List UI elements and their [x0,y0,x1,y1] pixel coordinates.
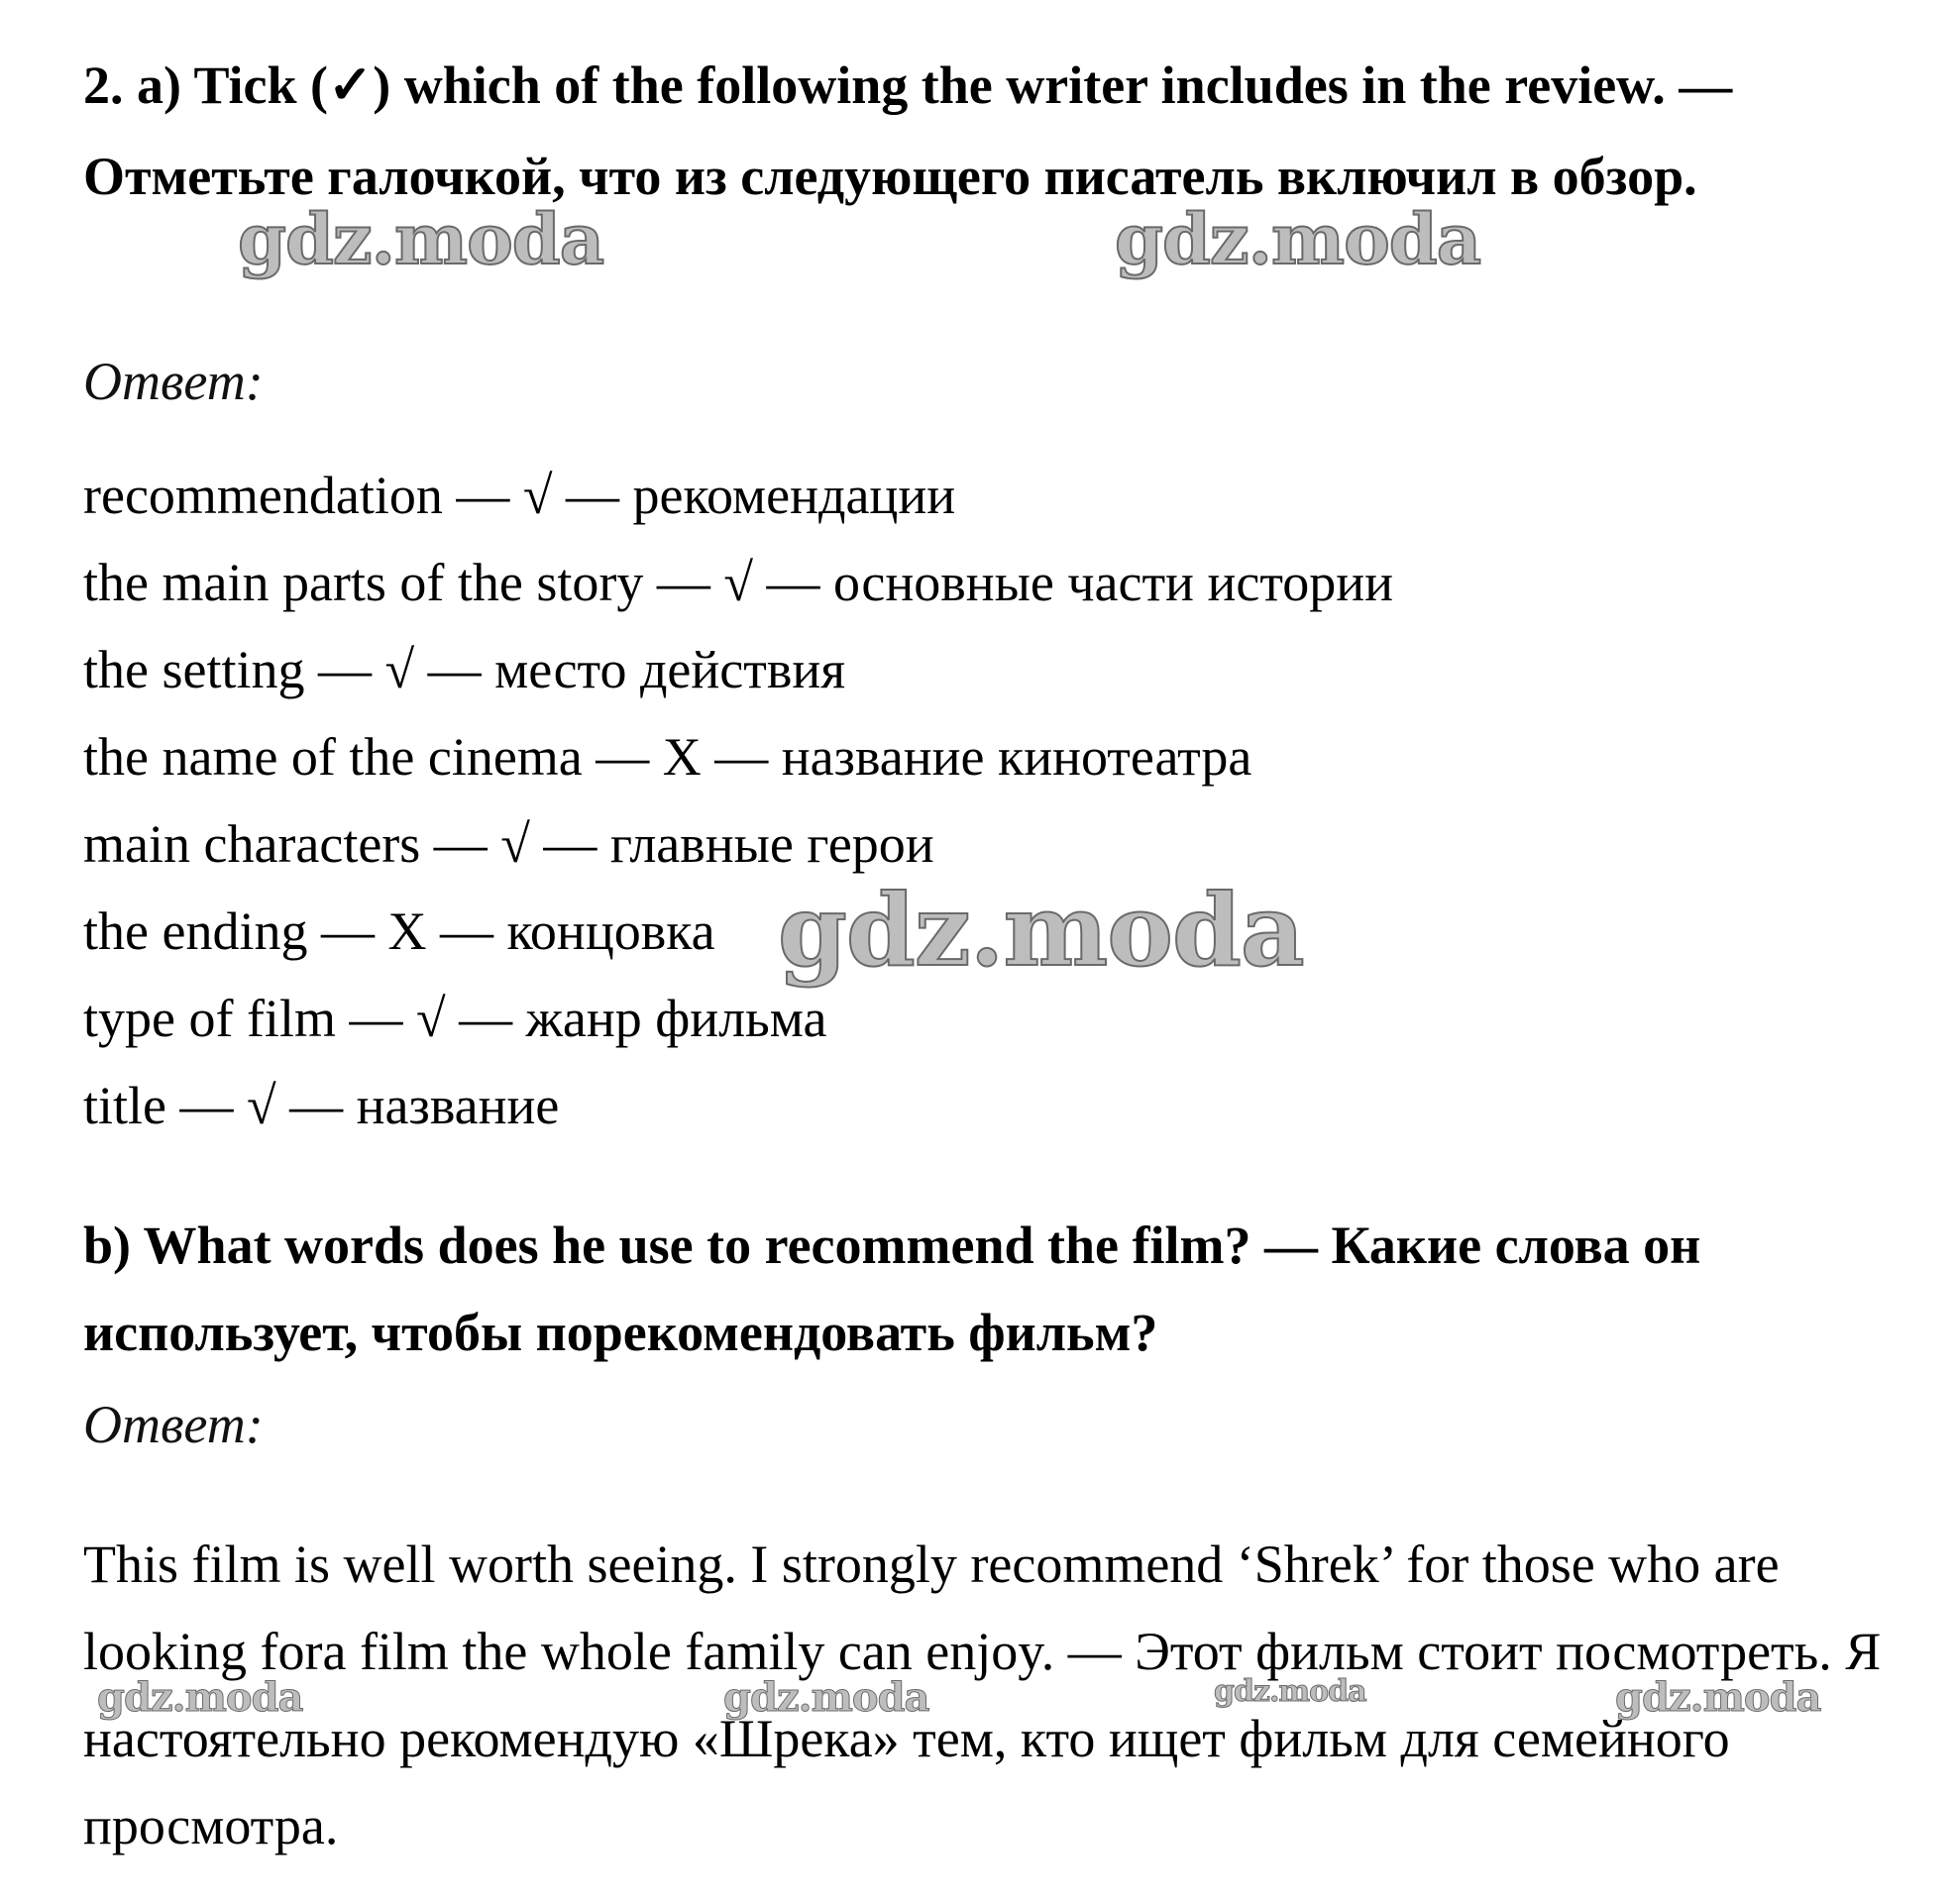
list-item: recommendation — √ — рекомендации [83,466,956,525]
watermark: gdz.moda [1615,1674,1821,1721]
list-item: main characters — √ — главные герои [83,814,934,874]
task-b-answer-text: This film is well worth seeing. I strongly recommend ‘Shrek’ for those who are looking fora film the whole family can enjoy. — Этот фильм стоит посмотреть. Я настоятельно рекомендую «Шрека» тем, кто ищет фильм для семейного просмотра. [83,1534,1882,1855]
watermark: gdz.moda [723,1674,929,1721]
list-item: the setting — √ — место действия [83,640,846,699]
list-item: the name of the cinema — X — название кинотеатра [83,727,1252,787]
list-item: the ending — X — концовка [83,901,715,961]
list-item: the main parts of the story — √ — основные части истории [83,553,1393,612]
watermark: gdz.moda [238,198,604,280]
task-a-answer-label: Ответ: [83,352,264,411]
watermark: gdz.moda [1115,198,1481,280]
list-item: title — √ — название [83,1076,560,1135]
watermark: gdz.moda [1214,1674,1366,1709]
list-item: type of film — √ — жанр фильма [83,989,827,1048]
watermark: gdz.moda [97,1674,303,1721]
task-b-answer-label: Ответ: [83,1395,264,1454]
watermark: gdz.moda [778,872,1304,989]
task-b-heading: b) What words does he use to recommend the film? — Какие слова он использует, чтобы порекомендовать фильм? [83,1216,1701,1362]
task-a-heading: 2. a) Tick (✓) which of the following the writer includes in the review. — Отметьте галочкой, что из следующего писатель включил в обзор. [83,55,1733,206]
